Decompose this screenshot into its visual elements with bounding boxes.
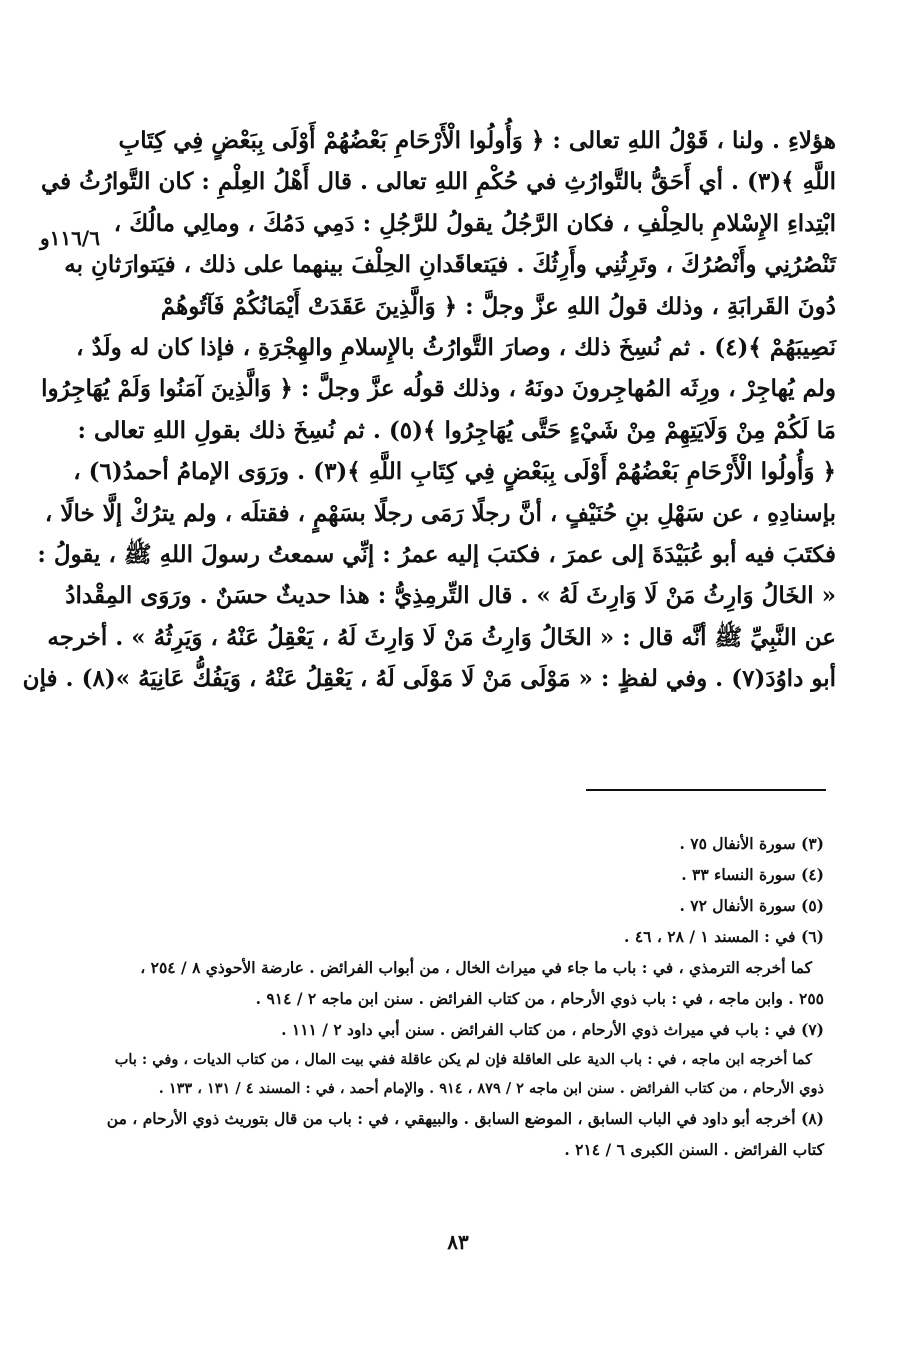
body-line: دُونَ القَرابَةِ ، وذلك قولُ اللهِ عزَّ وجلَّ : ﴿ وَالَّذِينَ عَقَدَتْ أَيْمَانُكُمْ فَآتُوهُمْ	[160, 292, 836, 320]
footnote: كما أخرجه الترمذي ، في : باب ما جاء في ميراث الخال ، من أبواب الفرائض . عارضة الأحوذي ٨ / ٢٥٤ ،	[140, 958, 812, 977]
footnotes-block	[106, 828, 824, 1165]
body-line: نَصِيبَهُمْ ﴾(٤) . ثم نُسِخَ ذلك ، وصارَ التَّوارُثُ بالإِسلامِ والهِجْرَةِ ، فإذا كان له ولَدٌ ،	[76, 334, 836, 362]
body-line: مَا لَكُمْ مِنْ وَلَايَتِهِمْ مِنْ شَيْءٍ حَتَّى يُهَاجِرُوا ﴾(٥) . ثم نُسِخَ ذلك بقولِ اللهِ تعالى :	[77, 416, 836, 444]
body-line: ﴿ وَأُولُوا الْأَرْحَامِ بَعْضُهُمْ أَوْلَى بِبَعْضٍ فِي كِتَابِ اللَّهِ ﴾(٣) . ورَوَى الإمامُ أحمدُ(٦) ،	[73, 458, 836, 486]
body-line: عن النَّبِيِّ ﷺ أنَّه قال : « الخَالُ وَارِثُ مَنْ لَا وَارِثَ لَهُ ، يَعْقِلُ عَنْهُ ، وَيَرِثُهُ » . أخرجه	[47, 623, 836, 651]
footnote: (٧) في : باب في ميراث ذوي الأرحام ، من كتاب الفرائض . سنن أبي داود ٢ / ١١١ .	[281, 1020, 824, 1039]
footnote: كما أخرجه ابن ماجه ، في : باب الدية على العاقلة فإن لم يكن عاقلة ففي بيت المال ، من كتاب الديات ، وفي : باب	[114, 1051, 812, 1068]
body-line: تَنْصُرُنِي وأَنْصُرُكَ ، وتَرِثُنِي وأَرِثُكَ . فيَتعاقَدانِ الحِلْفَ بينهما على ذلك ، فيَتوارَثانِ به	[64, 251, 836, 279]
body-line: هؤلاءِ . ولنا ، قَوْلُ اللهِ تعالى : ﴿ وَأُولُوا الْأَرْحَامِ بَعْضُهُمْ أَوْلَى بِبَعْضٍ فِي كِتَابِ	[118, 127, 836, 154]
body-line: فكتَبَ فيه أبو عُبَيْدَةَ إلى عمرَ ، فكتبَ إليه عمرُ : إنِّي سمعتُ رسولَ اللهِ ﷺ ، يقولُ :	[37, 541, 836, 569]
page-number: ٨٣	[447, 1230, 469, 1254]
body-line: اللَّهِ ﴾(٣) . أي أَحَقُّ بالتَّوارُثِ في حُكْمِ اللهِ تعالى . قال أَهْلُ العِلْمِ : كان التَّوارُثُ في	[40, 168, 836, 196]
footnote: (٥) سورة الأنفال ٧٢ .	[679, 896, 824, 915]
footnote: كتاب الفرائض . السنن الكبرى ٦ / ٢١٤ .	[564, 1140, 824, 1159]
footnote: ٢٥٥ . وابن ماجه ، في : باب ذوي الأرحام ، من كتاب الفرائض . سنن ابن ماجه ٢ / ٩١٤ .	[255, 989, 824, 1008]
body-line: أبو داوُدَ(٧) . وفي لفظٍ : « مَوْلَى مَنْ لَا مَوْلَى لَهُ ، يَعْقِلُ عَنْهُ ، وَيَفُكُّ عَانِيَهُ »(٨) . فإن	[22, 665, 836, 693]
footnote: (٣) سورة الأنفال ٧٥ .	[679, 834, 824, 853]
body-line: ابْتِداءِ الإِسْلامِ بالحِلْفِ ، فكان الرَّجُلُ يقولُ للرَّجُلِ : دَمِي دَمُكَ ، ومالِي مالُكَ ،	[113, 209, 836, 237]
footnote-separator	[586, 789, 826, 791]
footnote: (٨) أخرجه أبو داود في الباب السابق ، الموضع السابق . والبيهقي ، في : باب من قال بتوريث ذوي الأرحام ، من	[106, 1109, 824, 1128]
body-line: بإسنادِهِ ، عن سَهْلِ بنِ حُنَيْفٍ ، أنَّ رجلًا رَمَى رجلًا بسَهْمٍ ، فقتلَه ، ولم يترُكْ إلَّا خالًا ،	[44, 499, 836, 527]
footnote: (٦) في : المسند ١ / ٢٨ ، ٤٦ .	[624, 927, 824, 946]
body-line: ولم يُهاجِرْ ، ورِثَه المُهاجِرونَ دونَهُ ، وذلك قولُه عزَّ وجلَّ : ﴿ وَالَّذِينَ آمَنُوا وَلَمْ يُهَاجِرُوا	[41, 375, 836, 403]
body-line: « الخَالُ وَارِثُ مَنْ لَا وَارِثَ لَهُ » . قال التِّرمِذِيُّ : هذا حديثٌ حسَنٌ . ورَوَى المِقْدادُ	[65, 582, 836, 610]
footnote: (٤) سورة النساء ٣٣ .	[681, 865, 824, 884]
margin-folio-note: ١١٦/٦و	[40, 226, 100, 250]
footnote: ذوي الأرحام ، من كتاب الفرائض . سنن ابن ماجه ٢ / ٨٧٩ ، ٩١٤ . والإمام أحمد ، في : المسند ٤ / ١٣١ ، ١٣٣ .	[158, 1080, 824, 1097]
